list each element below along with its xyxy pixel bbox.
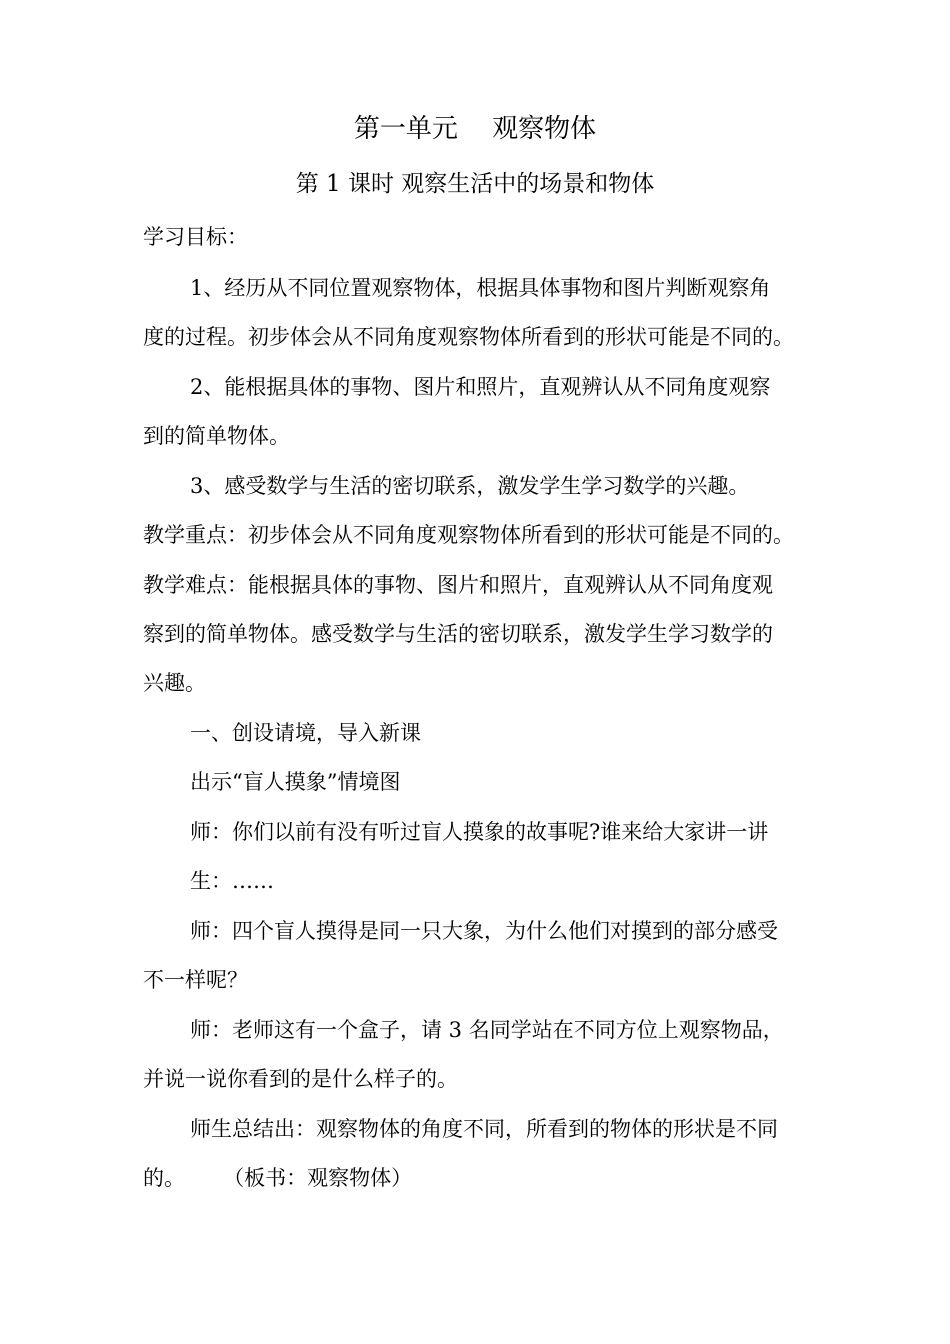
scenario-line: 出示“盲人摸象”情境图 [190,770,401,794]
teacher-line-2: 师：四个盲人摸得是同一只大象，为什么他们对摸到的部分感受 [190,919,778,943]
section-1-heading: 一、创设请境，导入新课 [190,721,421,745]
objective-1-line-1: 1、经历从不同位置观察物体，根据具体事物和图片判断观察角 [190,276,771,300]
summary-line-cont: 的。 （板书：观察物体） [143,1166,413,1190]
lesson-title: 第 1 课时 观察生活中的场景和物体 [295,171,655,197]
student-line: 生：…… [190,869,274,893]
objective-3: 3、感受数学与生活的密切联系，激发学生学习数学的兴趣。 [190,474,750,498]
objectives-heading: 学习目标： [143,225,248,249]
objective-2-line-2: 到的简单物体。 [143,424,290,448]
teaching-difficulty-line-2: 察到的简单物体。感受数学与生活的密切联系，激发学生学习数学的 [143,622,773,646]
teacher-line-1: 师：你们以前有没有听过盲人摸象的故事呢?谁来给大家讲一讲 [190,820,769,844]
teaching-difficulty-line-1: 教学难点：能根据具体的事物、图片和照片，直观辨认从不同角度观 [143,573,773,597]
unit-title: 第一单元 观察物体 [353,114,597,144]
objective-1-line-2: 度的过程。初步体会从不同角度观察物体所看到的形状可能是不同的。 [143,325,794,349]
teaching-difficulty-line-3: 兴趣。 [143,671,206,695]
teacher-line-3-cont: 并说一说你看到的是什么样子的。 [143,1067,458,1091]
teacher-line-2-cont: 不一样呢？ [143,968,248,992]
objective-2-line-1: 2、能根据具体的事物、图片和照片，直观辨认从不同角度观察 [190,375,771,399]
teacher-line-3: 师：老师这有一个盒子，请 3 名同学站在不同方位上观察物品， [190,1018,784,1042]
teaching-focus: 教学重点：初步体会从不同角度观察物体所看到的形状可能是不同的。 [143,523,794,547]
summary-line: 师生总结出：观察物体的角度不同，所看到的物体的形状是不同 [190,1117,778,1141]
